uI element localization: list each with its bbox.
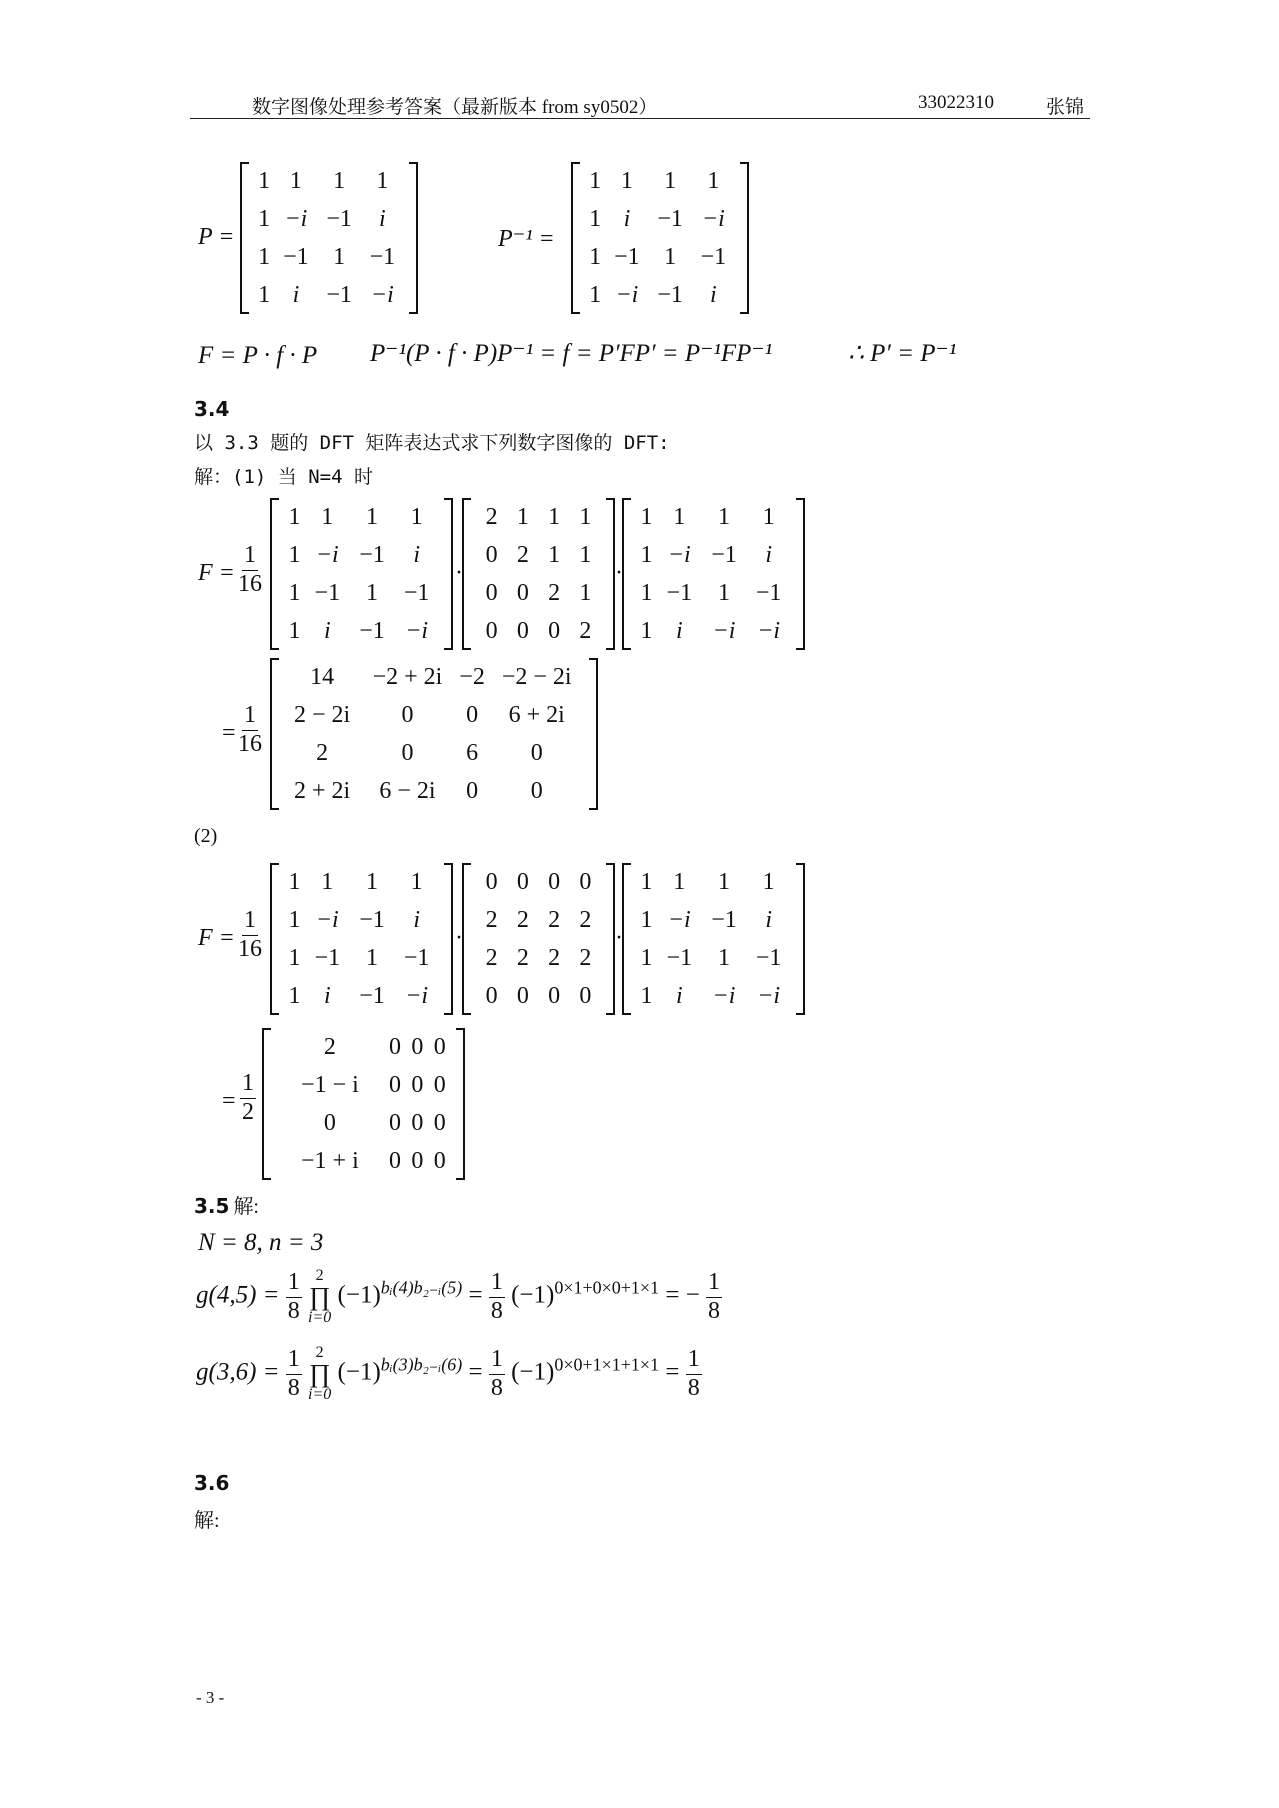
- matrix-cell: 1: [333, 167, 346, 194]
- matrix-cell: −1: [326, 205, 352, 232]
- jie-3-6: 解:: [194, 1510, 220, 1532]
- matrix-cell: 1: [664, 167, 677, 194]
- part-1-label: 解：(1) 当 N=4 时: [194, 466, 373, 488]
- matrix-cell: −i: [315, 906, 339, 933]
- matrix-cell: 0: [548, 982, 561, 1009]
- matrix-cell: 6: [466, 739, 479, 766]
- matrix-cell: 1: [288, 982, 301, 1009]
- f-label-1: F =: [198, 560, 235, 586]
- matrix-cell: 2: [548, 944, 561, 971]
- matrix-cell: 0: [530, 739, 543, 766]
- matrix-cell: 0: [433, 1071, 446, 1098]
- matrix-cell: 1: [410, 868, 423, 895]
- matrix-cell: 1: [321, 503, 334, 530]
- matrix-cell: 1: [288, 868, 301, 895]
- equation-conclusion: ∴ P′ = P⁻¹: [848, 340, 957, 367]
- matrix-cell: 1: [548, 541, 561, 568]
- matrix-cell: 0: [433, 1147, 446, 1174]
- matrix-cell: 0: [401, 701, 414, 728]
- matrix-cell: 0: [466, 701, 479, 728]
- matrix-row: [636, 498, 791, 536]
- matrix-pinv: [571, 162, 749, 319]
- matrix-cell: 1: [762, 503, 775, 530]
- dot-op: ·: [615, 560, 623, 586]
- matrix-cell: 1: [288, 617, 301, 644]
- matrix-cell: i: [765, 906, 772, 933]
- question-3-4: 以 3.3 题的 DFT 矩阵表达式求下列数字图像的 DFT:: [194, 432, 670, 454]
- matrix-row: [284, 977, 439, 1015]
- matrix-row: [284, 696, 584, 734]
- matrix-row: [284, 734, 584, 772]
- matrix-row: [636, 939, 791, 977]
- fraction-1-16-b: $\frac{1}{16}$: [238, 702, 262, 757]
- matrix-cell: 1: [365, 579, 378, 606]
- matrix-cell: 6 − 2i: [379, 777, 436, 804]
- matrix-cell: 1: [410, 503, 423, 530]
- matrix-cell: 1: [321, 868, 334, 895]
- equation-inverse: P⁻¹(P · f · P)P⁻¹ = f = P′FP′ = P⁻¹FP⁻¹: [370, 340, 773, 367]
- matrix-cell: 0: [485, 541, 498, 568]
- pinv-label: P⁻¹ =: [498, 226, 555, 252]
- matrix-cell: 1: [288, 944, 301, 971]
- matrix-cell: −1: [657, 281, 683, 308]
- matrix-row: [284, 536, 439, 574]
- matrix-p-right-2: [622, 863, 805, 1020]
- matrix-cell: 1: [640, 944, 653, 971]
- matrix-cell: i: [323, 982, 331, 1009]
- matrix-cell: 2: [548, 906, 561, 933]
- matrix-cell: 2: [516, 944, 529, 971]
- dot-op: ·: [455, 560, 463, 586]
- equation-f: F = P · f · P: [198, 342, 318, 369]
- matrix-cell: 1: [579, 541, 592, 568]
- matrix-cell: 1: [258, 205, 271, 232]
- matrix-cell: 2: [579, 906, 592, 933]
- matrix-p-left-1: [270, 498, 453, 655]
- matrix-cell: −1: [326, 281, 352, 308]
- matrix-cell: −1: [314, 579, 341, 606]
- section-heading-3-6: 3.6: [194, 1471, 230, 1495]
- matrix-cell: 1: [717, 579, 730, 606]
- matrix-cell: 0: [388, 1033, 401, 1060]
- matrix-cell: −1: [666, 579, 693, 606]
- matrix-cell: 1: [762, 868, 775, 895]
- matrix-cell: 1: [258, 167, 271, 194]
- matrix-cell: −i: [405, 617, 429, 644]
- matrix-cell: 1: [289, 167, 302, 194]
- matrix-cell: −i: [757, 617, 781, 644]
- matrix-cell: i: [323, 617, 331, 644]
- matrix-cell: 0: [401, 739, 414, 766]
- matrix-p-right-1: [622, 498, 805, 655]
- matrix-row: [636, 536, 791, 574]
- matrix-cell: −i: [757, 982, 781, 1009]
- matrix-cell: 0: [433, 1109, 446, 1136]
- matrix-row: [476, 939, 601, 977]
- section-heading-3-4: 3.4: [194, 397, 230, 421]
- matrix-cell: −1: [283, 243, 309, 270]
- matrix-cell: 1: [376, 167, 389, 194]
- matrix-cell: 0: [516, 579, 529, 606]
- matrix-cell: 0: [485, 982, 498, 1009]
- matrix-row: [476, 977, 601, 1015]
- matrix-cell: 0: [411, 1109, 424, 1136]
- matrix-cell: −1: [755, 944, 782, 971]
- matrix-row: [284, 863, 439, 901]
- matrix-cell: 1: [589, 205, 602, 232]
- dot-op: ·: [615, 925, 623, 951]
- matrix-cell: 1: [548, 503, 561, 530]
- matrix-cell: 2: [548, 579, 561, 606]
- matrix-cell: 2: [516, 906, 529, 933]
- matrix-cell: −1 − i: [301, 1071, 359, 1098]
- matrix-cell: 2: [485, 906, 498, 933]
- page-header: [190, 88, 1090, 119]
- f-label-2: F =: [198, 925, 235, 951]
- matrix-cell: −i: [315, 541, 339, 568]
- matrix-cell: 1: [640, 906, 653, 933]
- matrix-row: [636, 901, 791, 939]
- matrix-cell: −i: [667, 541, 691, 568]
- dot-op: ·: [455, 925, 463, 951]
- matrix-cell: 1: [589, 243, 602, 270]
- matrix-cell: 2: [316, 739, 329, 766]
- jie-3-5: 解:: [233, 1196, 259, 1218]
- matrix-cell: 2: [323, 1033, 336, 1060]
- equals-2: =: [222, 1088, 236, 1114]
- matrix-row: [254, 238, 404, 276]
- page-number: - 3 -: [196, 1688, 225, 1707]
- matrix-cell: 1: [258, 243, 271, 270]
- matrix-cell: 1: [640, 982, 653, 1009]
- matrix-cell: 1: [365, 868, 378, 895]
- matrix-row: [636, 977, 791, 1015]
- matrix-cell: −i: [370, 281, 394, 308]
- matrix-cell: i: [413, 541, 420, 568]
- matrix-cell: −2 − 2i: [501, 663, 572, 690]
- matrix-cell: −i: [284, 205, 308, 232]
- matrix-cell: −1: [711, 906, 737, 933]
- matrix-cell: 0: [516, 868, 529, 895]
- matrix-cell: 2: [579, 617, 592, 644]
- matrix-cell: 1: [288, 503, 301, 530]
- matrix-cell: −1: [359, 906, 385, 933]
- matrix-row: [284, 612, 439, 650]
- matrix-cell: 0: [466, 777, 479, 804]
- matrix-cell: 0: [485, 579, 498, 606]
- matrix-cell: 1: [640, 503, 653, 530]
- matrix-row: [276, 1066, 451, 1104]
- matrix-cell: −1: [711, 541, 737, 568]
- section-heading-3-5: 3.5: [194, 1194, 230, 1218]
- matrix-cell: 1: [640, 617, 653, 644]
- header-title: 数字图像处理参考答案（最新版本 from sy0502）: [252, 97, 658, 118]
- matrix-cell: −1 + i: [301, 1147, 359, 1174]
- part-2-label: (2): [194, 825, 218, 847]
- matrix-row: [276, 1104, 451, 1142]
- matrix-row: [476, 536, 601, 574]
- matrix-row: [284, 901, 439, 939]
- matrix-cell: 1: [288, 906, 301, 933]
- matrix-cell: i: [413, 906, 420, 933]
- matrix-cell: 6 + 2i: [508, 701, 565, 728]
- matrix-row: [585, 276, 735, 314]
- matrix-cell: 0: [388, 1147, 401, 1174]
- matrix-cell: 1: [707, 167, 720, 194]
- matrix-cell: 0: [579, 868, 592, 895]
- matrix-cell: 1: [589, 167, 602, 194]
- matrix-cell: 1: [620, 167, 633, 194]
- matrix-cell: 1: [673, 868, 686, 895]
- matrix-cell: −1: [359, 541, 385, 568]
- matrix-row: [476, 612, 601, 650]
- fraction-1-16: $\frac{1}{16}$: [238, 542, 262, 597]
- header-author: 张锦: [1046, 97, 1085, 118]
- matrix-cell: 1: [673, 503, 686, 530]
- matrix-row: [476, 498, 601, 536]
- matrix-cell: 0: [516, 617, 529, 644]
- g36-equation: g(3,6) = $\frac{1}{8}$ 2 ∏ i=0 $(-1)^{bᵢ(3)b_{2-}ᵢ(6)}$ = $\frac{1}{8}$ $(-1)^{0\times 0+1\times 1+1\times 1}$ = $\frac{1}{8}$: [196, 1344, 700, 1403]
- matrix-row: [276, 1028, 451, 1066]
- matrix-cell: 14: [310, 663, 335, 690]
- matrix-cell: −1: [666, 944, 693, 971]
- matrix-cell: 1: [640, 868, 653, 895]
- matrix-row: [284, 498, 439, 536]
- matrix-row: [476, 863, 601, 901]
- matrix-cell: 1: [579, 503, 592, 530]
- matrix-cell: 0: [579, 982, 592, 1009]
- matrix-cell: i: [292, 281, 300, 308]
- matrix-cell: 0: [530, 777, 543, 804]
- matrix-cell: 2: [485, 503, 498, 530]
- matrix-cell: 1: [579, 579, 592, 606]
- matrix-cell: 1: [640, 541, 653, 568]
- matrix-cell: 1: [717, 944, 730, 971]
- matrix-result-2: [262, 1028, 465, 1185]
- n-line: N = 8, n = 3: [198, 1229, 324, 1256]
- matrix-cell: 1: [589, 281, 602, 308]
- matrix-cell: 0: [388, 1071, 401, 1098]
- matrix-cell: 2: [485, 944, 498, 971]
- g45-equation: g(4,5) = $\frac{1}{8}$ 2 ∏ i=0 $(-1)^{bᵢ(4)b_{2-}ᵢ(5)}$ = $\frac{1}{8}$ $(-1)^{0\times 1+0\times 0+1\times 1}$ = − $\frac{1}{8}$: [196, 1267, 721, 1326]
- matrix-cell: 1: [333, 243, 346, 270]
- matrix-result-1: [270, 658, 598, 815]
- matrix-cell: −1: [700, 243, 727, 270]
- matrix-cell: −1: [359, 617, 385, 644]
- matrix-cell: −i: [701, 205, 725, 232]
- matrix-p: [240, 162, 418, 319]
- matrix-cell: 0: [548, 868, 561, 895]
- matrix-cell: 1: [640, 579, 653, 606]
- fraction-1-2: $\frac{1}{2}$: [242, 1070, 254, 1125]
- header-code: 33022310: [918, 92, 994, 113]
- matrix-row: [585, 238, 735, 276]
- matrix-cell: 0: [411, 1033, 424, 1060]
- matrix-cell: −1: [614, 243, 640, 270]
- matrix-cell: −i: [667, 906, 691, 933]
- matrix-cell: 2 + 2i: [294, 777, 351, 804]
- matrix-cell: 1: [717, 868, 730, 895]
- matrix-row: [254, 162, 404, 200]
- matrix-cell: 0: [433, 1033, 446, 1060]
- matrix-cell: 2 − 2i: [294, 701, 351, 728]
- matrix-cell: 0: [485, 617, 498, 644]
- matrix-cell: 0: [411, 1147, 424, 1174]
- matrix-p-left-2: [270, 863, 453, 1020]
- matrix-cell: 0: [548, 617, 561, 644]
- matrix-cell: i: [765, 541, 772, 568]
- matrix-cell: 1: [516, 503, 529, 530]
- matrix-cell: 2: [579, 944, 592, 971]
- matrix-cell: i: [675, 982, 683, 1009]
- matrix-cell: 0: [516, 982, 529, 1009]
- matrix-cell: −i: [712, 617, 736, 644]
- matrix-f1: [462, 498, 615, 655]
- matrix-row: [276, 1142, 451, 1180]
- matrix-cell: 1: [717, 503, 730, 530]
- matrix-row: [476, 901, 601, 939]
- section-3-5: [194, 1190, 259, 1219]
- matrix-cell: 0: [323, 1109, 336, 1136]
- matrix-row: [636, 574, 791, 612]
- matrix-cell: −1: [314, 944, 341, 971]
- matrix-cell: −1: [359, 982, 385, 1009]
- matrix-cell: −2 + 2i: [372, 663, 443, 690]
- matrix-cell: i: [710, 281, 717, 308]
- matrix-cell: i: [379, 205, 386, 232]
- p-label: P =: [198, 224, 235, 250]
- matrix-cell: 1: [288, 541, 301, 568]
- fraction-1-16-c: $\frac{1}{16}$: [238, 907, 262, 962]
- matrix-cell: 0: [485, 868, 498, 895]
- matrix-row: [585, 200, 735, 238]
- matrix-cell: −1: [403, 579, 430, 606]
- matrix-cell: −2: [459, 663, 485, 690]
- matrix-row: [284, 574, 439, 612]
- matrix-row: [284, 939, 439, 977]
- matrix-cell: −1: [403, 944, 430, 971]
- matrix-cell: −1: [369, 243, 396, 270]
- matrix-cell: −i: [405, 982, 429, 1009]
- matrix-row: [636, 612, 791, 650]
- matrix-cell: −1: [755, 579, 782, 606]
- matrix-cell: 0: [388, 1109, 401, 1136]
- matrix-row: [254, 276, 404, 314]
- matrix-cell: −1: [657, 205, 683, 232]
- matrix-cell: 1: [365, 503, 378, 530]
- matrix-cell: 2: [516, 541, 529, 568]
- matrix-cell: 1: [664, 243, 677, 270]
- matrix-row: [585, 162, 735, 200]
- matrix-cell: −i: [615, 281, 639, 308]
- equals-1: =: [222, 720, 236, 746]
- matrix-cell: 1: [258, 281, 271, 308]
- matrix-row: [284, 658, 584, 696]
- matrix-cell: −i: [712, 982, 736, 1009]
- matrix-cell: 1: [288, 579, 301, 606]
- matrix-f2: [462, 863, 615, 1020]
- matrix-cell: 1: [365, 944, 378, 971]
- matrix-cell: 0: [411, 1071, 424, 1098]
- matrix-row: [636, 863, 791, 901]
- matrix-row: [254, 200, 404, 238]
- matrix-cell: i: [675, 617, 683, 644]
- matrix-row: [284, 772, 584, 810]
- matrix-row: [476, 574, 601, 612]
- matrix-cell: i: [623, 205, 631, 232]
